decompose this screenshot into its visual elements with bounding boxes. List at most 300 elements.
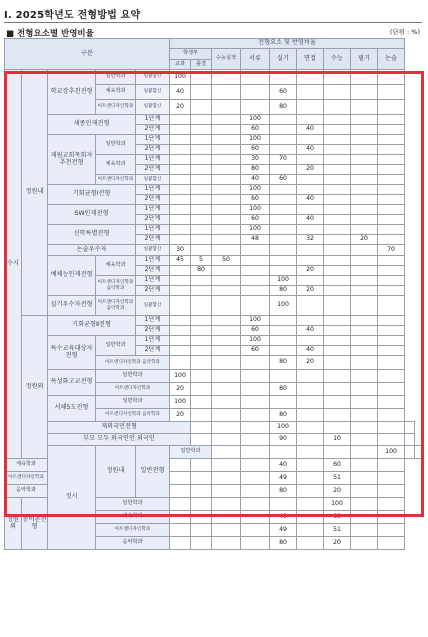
empty-cell xyxy=(212,472,241,485)
empty-cell xyxy=(378,422,405,434)
cell-value: 80 xyxy=(270,100,297,115)
empty-cell xyxy=(351,165,378,175)
empty-cell xyxy=(378,165,405,175)
cell-value: 60 xyxy=(241,346,270,356)
empty-cell xyxy=(324,195,351,205)
empty-cell xyxy=(241,537,270,550)
empty-cell xyxy=(297,409,324,422)
cell-value: 60 xyxy=(270,175,297,185)
empty-cell xyxy=(324,422,351,434)
empty-cell xyxy=(270,326,297,336)
empty-cell xyxy=(270,336,297,346)
empty-cell xyxy=(351,145,378,155)
cell-value: 80 xyxy=(241,165,270,175)
label-one-step: 일괄합산 xyxy=(136,296,170,316)
empty-cell xyxy=(170,185,191,195)
cell-value: 20 xyxy=(297,356,324,370)
label-special-hs: 특성화고교전형 xyxy=(48,370,96,396)
cell-value: 80 xyxy=(270,286,297,296)
section-title: ■ 전형요소별 반영비율 xyxy=(6,29,94,39)
cell-value: 100 xyxy=(270,422,297,434)
empty-cell xyxy=(241,276,270,286)
label-farm-track: 농어촌전형 xyxy=(22,498,48,550)
empty-cell xyxy=(191,125,212,135)
empty-cell xyxy=(270,70,297,85)
label-general: 일반학과 xyxy=(96,396,170,409)
empty-cell xyxy=(212,195,241,205)
cell-value: 40 xyxy=(297,215,324,225)
empty-cell xyxy=(297,225,324,235)
empty-cell xyxy=(324,370,351,383)
empty-cell xyxy=(270,115,297,125)
empty-cell xyxy=(212,155,241,165)
empty-cell xyxy=(191,185,212,195)
cell-value: 80 xyxy=(270,409,297,422)
empty-cell xyxy=(351,70,378,85)
label-music: 음악학과 xyxy=(5,485,48,498)
empty-cell xyxy=(191,336,212,346)
cell-value: 60 xyxy=(241,326,270,336)
empty-cell xyxy=(212,370,241,383)
empty-cell xyxy=(212,422,241,434)
empty-cell xyxy=(170,296,191,316)
empty-cell xyxy=(212,185,241,195)
admission-ratio-table xyxy=(4,38,424,550)
label-susi-jeongwon-nae: 정원내 xyxy=(22,70,48,316)
empty-cell xyxy=(170,165,191,175)
empty-cell xyxy=(170,537,191,550)
empty-cell xyxy=(212,326,241,336)
empty-cell xyxy=(241,370,270,383)
empty-cell xyxy=(212,316,241,326)
empty-cell xyxy=(212,409,241,422)
empty-cell xyxy=(191,537,212,550)
empty-cell xyxy=(270,165,297,175)
header-documents: 서류 xyxy=(241,49,270,70)
empty-cell xyxy=(212,446,241,459)
empty-cell xyxy=(324,446,351,459)
empty-cell xyxy=(405,422,414,434)
label-jeongsi-jeongwon-nae: 정원내 xyxy=(96,446,136,498)
empty-cell xyxy=(351,326,378,336)
label-stage1: 1단계 xyxy=(136,115,170,125)
cell-value: 32 xyxy=(297,235,324,245)
empty-cell xyxy=(191,498,212,511)
empty-cell xyxy=(212,266,241,276)
label-stage2: 2단계 xyxy=(136,286,170,296)
label-practical-exc: 실기우수자전형 xyxy=(48,296,96,316)
empty-cell xyxy=(270,195,297,205)
empty-cell xyxy=(212,276,241,286)
empty-cell xyxy=(297,446,324,459)
empty-cell xyxy=(191,145,212,155)
cell-value: 40 xyxy=(270,511,297,524)
empty-cell xyxy=(378,145,405,155)
label-stage1: 1단계 xyxy=(136,276,170,286)
empty-cell xyxy=(405,446,414,459)
empty-cell xyxy=(270,316,297,326)
empty-cell xyxy=(297,175,324,185)
empty-cell xyxy=(351,485,378,498)
empty-cell xyxy=(212,485,241,498)
cell-value: 60 xyxy=(241,125,270,135)
label-arts-music: 아트앤디자인학과 음악학과 xyxy=(96,356,170,370)
empty-cell xyxy=(351,175,378,185)
page-title: Ⅰ. 2025학년도 전형방법 요약 xyxy=(4,10,141,21)
empty-cell xyxy=(324,205,351,215)
cell-value: 40 xyxy=(297,145,324,155)
empty-cell xyxy=(351,245,378,256)
empty-cell xyxy=(241,459,270,472)
empty-cell xyxy=(241,256,270,266)
cell-value: 80 xyxy=(270,383,297,396)
empty-cell xyxy=(405,434,414,446)
empty-cell xyxy=(212,70,241,85)
empty-cell xyxy=(241,524,270,537)
cell-value: 30 xyxy=(241,155,270,165)
label-arts-sports: 예체능인재전형 xyxy=(48,256,96,296)
empty-cell xyxy=(297,485,324,498)
empty-cell xyxy=(297,185,324,195)
empty-cell xyxy=(212,511,241,524)
empty-cell xyxy=(378,125,405,135)
empty-cell xyxy=(191,296,212,316)
label-stage2: 2단계 xyxy=(136,215,170,225)
header-elements-group: 전형요소 및 반영비율 xyxy=(170,39,405,49)
empty-cell xyxy=(170,316,191,326)
empty-cell xyxy=(191,155,212,165)
empty-cell xyxy=(241,266,270,276)
cell-value: 51 xyxy=(324,472,351,485)
empty-cell xyxy=(191,195,212,205)
empty-cell xyxy=(241,396,270,409)
cell-value: 20 xyxy=(324,485,351,498)
empty-cell xyxy=(170,266,191,276)
label-jeongsi-jeongwon-oe: 정원외 xyxy=(5,498,22,550)
empty-cell xyxy=(212,235,241,245)
cell-value: 20 xyxy=(297,286,324,296)
cell-value: 45 xyxy=(170,256,191,266)
cell-value: 80 xyxy=(270,537,297,550)
cell-value: 40 xyxy=(297,125,324,135)
empty-cell xyxy=(170,125,191,135)
empty-cell xyxy=(351,115,378,125)
cell-value: 80 xyxy=(191,266,212,276)
cell-value: 20 xyxy=(297,165,324,175)
header-practical: 실기 xyxy=(270,49,297,70)
empty-cell xyxy=(191,175,212,185)
cell-value: 70 xyxy=(270,155,297,165)
empty-cell xyxy=(378,356,405,370)
label-stage1: 1단계 xyxy=(136,256,170,266)
empty-cell xyxy=(270,346,297,356)
label-sports: 체육학과 xyxy=(96,256,136,276)
empty-cell xyxy=(241,422,270,434)
label-stage1: 1단계 xyxy=(136,205,170,215)
empty-cell xyxy=(297,472,324,485)
empty-cell xyxy=(212,145,241,155)
label-stage2: 2단계 xyxy=(136,235,170,245)
cell-value: 100 xyxy=(241,336,270,346)
empty-cell xyxy=(351,511,378,524)
empty-cell xyxy=(297,316,324,326)
empty-cell xyxy=(297,245,324,256)
header-school-record: 학생부 xyxy=(170,49,212,60)
label-stage2: 2단계 xyxy=(136,266,170,276)
empty-cell xyxy=(378,115,405,125)
empty-cell xyxy=(324,276,351,286)
empty-cell xyxy=(378,100,405,115)
label-one-step: 일괄합산 xyxy=(136,245,170,256)
empty-cell xyxy=(351,185,378,195)
empty-cell xyxy=(170,356,191,370)
empty-cell xyxy=(351,409,378,422)
label-sports: 체육학과 xyxy=(96,155,136,175)
cell-value: 51 xyxy=(324,524,351,537)
empty-cell xyxy=(191,459,212,472)
empty-cell xyxy=(378,266,405,276)
empty-cell xyxy=(351,225,378,235)
label-stage1: 1단계 xyxy=(136,135,170,145)
empty-cell xyxy=(170,215,191,225)
empty-cell xyxy=(212,125,241,135)
empty-cell xyxy=(170,326,191,336)
cell-value: 70 xyxy=(378,245,405,256)
empty-cell xyxy=(212,356,241,370)
empty-cell xyxy=(170,511,191,524)
empty-cell xyxy=(270,256,297,266)
title-divider xyxy=(4,22,422,23)
empty-cell xyxy=(297,115,324,125)
empty-cell xyxy=(241,70,270,85)
empty-cell xyxy=(378,537,405,550)
empty-cell xyxy=(324,383,351,396)
cell-value: 100 xyxy=(241,225,270,235)
empty-cell xyxy=(324,326,351,336)
empty-cell xyxy=(170,195,191,205)
empty-cell xyxy=(351,422,378,434)
header-suneung: 수능 xyxy=(324,49,351,70)
empty-cell xyxy=(324,396,351,409)
empty-cell xyxy=(170,205,191,215)
cell-value: 100 xyxy=(241,185,270,195)
empty-cell xyxy=(212,215,241,225)
empty-cell xyxy=(270,235,297,245)
empty-cell xyxy=(191,370,212,383)
empty-cell xyxy=(191,422,212,434)
empty-cell xyxy=(351,316,378,326)
label-arts-design: 아트앤디자인학과 xyxy=(96,100,136,115)
empty-cell xyxy=(351,537,378,550)
empty-cell xyxy=(378,155,405,165)
empty-cell xyxy=(241,296,270,316)
empty-cell xyxy=(241,511,270,524)
empty-cell xyxy=(170,135,191,145)
empty-cell xyxy=(351,346,378,356)
label-stage1: 1단계 xyxy=(136,316,170,326)
label-general: 일반학과 xyxy=(96,370,170,383)
empty-cell xyxy=(212,498,241,511)
empty-cell xyxy=(378,296,405,316)
label-essay-excellent: 논술우수자 xyxy=(48,245,136,256)
empty-cell xyxy=(170,524,191,537)
empty-cell xyxy=(191,205,212,215)
header-suneung-min: 수능실적 xyxy=(212,49,241,70)
empty-cell xyxy=(297,296,324,316)
cell-value: 100 xyxy=(170,70,191,85)
header-category: 구분 xyxy=(5,39,170,70)
empty-cell xyxy=(324,346,351,356)
empty-cell xyxy=(351,85,378,100)
empty-cell xyxy=(378,175,405,185)
empty-cell xyxy=(270,135,297,145)
label-susi: 수시 xyxy=(5,70,22,459)
cell-value: 20 xyxy=(324,537,351,550)
label-jaelim: 재림교회목회자추천전형 xyxy=(48,135,96,185)
empty-cell xyxy=(378,434,405,446)
empty-cell xyxy=(351,276,378,286)
empty-cell xyxy=(351,396,378,409)
empty-cell xyxy=(270,396,297,409)
empty-cell xyxy=(191,70,212,85)
empty-cell xyxy=(170,485,191,498)
empty-cell xyxy=(351,135,378,145)
empty-cell xyxy=(378,485,405,498)
label-stage2: 2단계 xyxy=(136,125,170,135)
empty-cell xyxy=(241,446,270,459)
empty-cell xyxy=(170,498,191,511)
empty-cell xyxy=(297,383,324,396)
empty-cell xyxy=(212,286,241,296)
label-stage2: 2단계 xyxy=(136,346,170,356)
empty-cell xyxy=(378,316,405,326)
header-written: 필기 xyxy=(351,49,378,70)
label-arts-design: 아트앤디자인학과 xyxy=(96,383,170,396)
empty-cell xyxy=(297,537,324,550)
empty-cell xyxy=(378,370,405,383)
label-special-ed: 특수교육대상자전형 xyxy=(48,336,96,370)
empty-cell xyxy=(170,145,191,155)
label-foreign: 부모 모두 외국인인 외국인 xyxy=(48,434,191,446)
empty-cell xyxy=(191,346,212,356)
empty-cell xyxy=(191,165,212,175)
empty-cell xyxy=(212,245,241,256)
label-one-step: 일괄합산 xyxy=(136,85,170,100)
empty-cell xyxy=(170,175,191,185)
empty-cell xyxy=(241,498,270,511)
cell-value: 80 xyxy=(270,356,297,370)
empty-cell xyxy=(351,195,378,205)
empty-cell xyxy=(324,235,351,245)
cell-value: 100 xyxy=(324,498,351,511)
cell-value: 60 xyxy=(324,511,351,524)
empty-cell xyxy=(324,70,351,85)
cell-value: 100 xyxy=(241,316,270,326)
empty-cell xyxy=(324,409,351,422)
empty-cell xyxy=(270,225,297,235)
empty-cell xyxy=(212,524,241,537)
empty-cell xyxy=(378,225,405,235)
empty-cell xyxy=(324,336,351,346)
empty-cell xyxy=(351,286,378,296)
empty-cell xyxy=(270,498,297,511)
label-sports: 체육학과 xyxy=(96,511,170,524)
empty-cell xyxy=(324,155,351,165)
empty-cell xyxy=(212,434,241,446)
empty-cell xyxy=(191,245,212,256)
empty-cell xyxy=(212,135,241,145)
empty-cell xyxy=(351,524,378,537)
label-overseas: 재외국민전형 xyxy=(48,422,191,434)
empty-cell xyxy=(191,215,212,225)
empty-cell xyxy=(378,276,405,286)
label-stage1: 1단계 xyxy=(136,155,170,165)
empty-cell xyxy=(212,100,241,115)
empty-cell xyxy=(270,205,297,215)
empty-cell xyxy=(212,383,241,396)
empty-cell xyxy=(351,296,378,316)
empty-cell xyxy=(170,276,191,286)
label-balance2: 기회균형Ⅱ전형 xyxy=(48,316,136,336)
label-general: 일반학과 xyxy=(96,135,136,155)
cell-value: 100 xyxy=(241,115,270,125)
empty-cell xyxy=(351,383,378,396)
empty-cell xyxy=(297,205,324,215)
empty-cell xyxy=(212,537,241,550)
empty-cell xyxy=(241,472,270,485)
cell-value: 40 xyxy=(297,346,324,356)
empty-cell xyxy=(351,155,378,165)
cell-value: 60 xyxy=(241,215,270,225)
empty-cell xyxy=(191,472,212,485)
cell-value: 49 xyxy=(270,524,297,537)
empty-cell xyxy=(414,446,423,459)
empty-cell xyxy=(324,165,351,175)
empty-cell xyxy=(212,336,241,346)
empty-cell xyxy=(270,125,297,135)
cell-value: 100 xyxy=(270,296,297,316)
empty-cell xyxy=(378,472,405,485)
empty-cell xyxy=(378,286,405,296)
empty-cell xyxy=(378,383,405,396)
empty-cell xyxy=(351,370,378,383)
empty-cell xyxy=(270,370,297,383)
empty-cell xyxy=(241,383,270,396)
label-sejong-talent: 세종인재전형 xyxy=(48,115,136,135)
empty-cell xyxy=(324,115,351,125)
empty-cell xyxy=(324,266,351,276)
empty-cell xyxy=(241,434,270,446)
label-arts-design: 아트앤디자인학과 xyxy=(96,524,170,537)
empty-cell xyxy=(378,185,405,195)
empty-cell xyxy=(351,446,378,459)
empty-cell xyxy=(297,336,324,346)
empty-cell xyxy=(241,356,270,370)
empty-cell xyxy=(212,175,241,185)
cell-value: 20 xyxy=(297,266,324,276)
cell-value: 60 xyxy=(324,459,351,472)
label-stage1: 1단계 xyxy=(136,225,170,235)
empty-cell xyxy=(297,70,324,85)
label-arts-design: 아트앤디자인학과 xyxy=(5,472,48,485)
empty-cell xyxy=(324,100,351,115)
empty-cell xyxy=(241,286,270,296)
empty-cell xyxy=(191,524,212,537)
empty-cell xyxy=(297,85,324,100)
empty-cell xyxy=(297,511,324,524)
cell-value: 20 xyxy=(170,383,191,396)
empty-cell xyxy=(324,135,351,145)
